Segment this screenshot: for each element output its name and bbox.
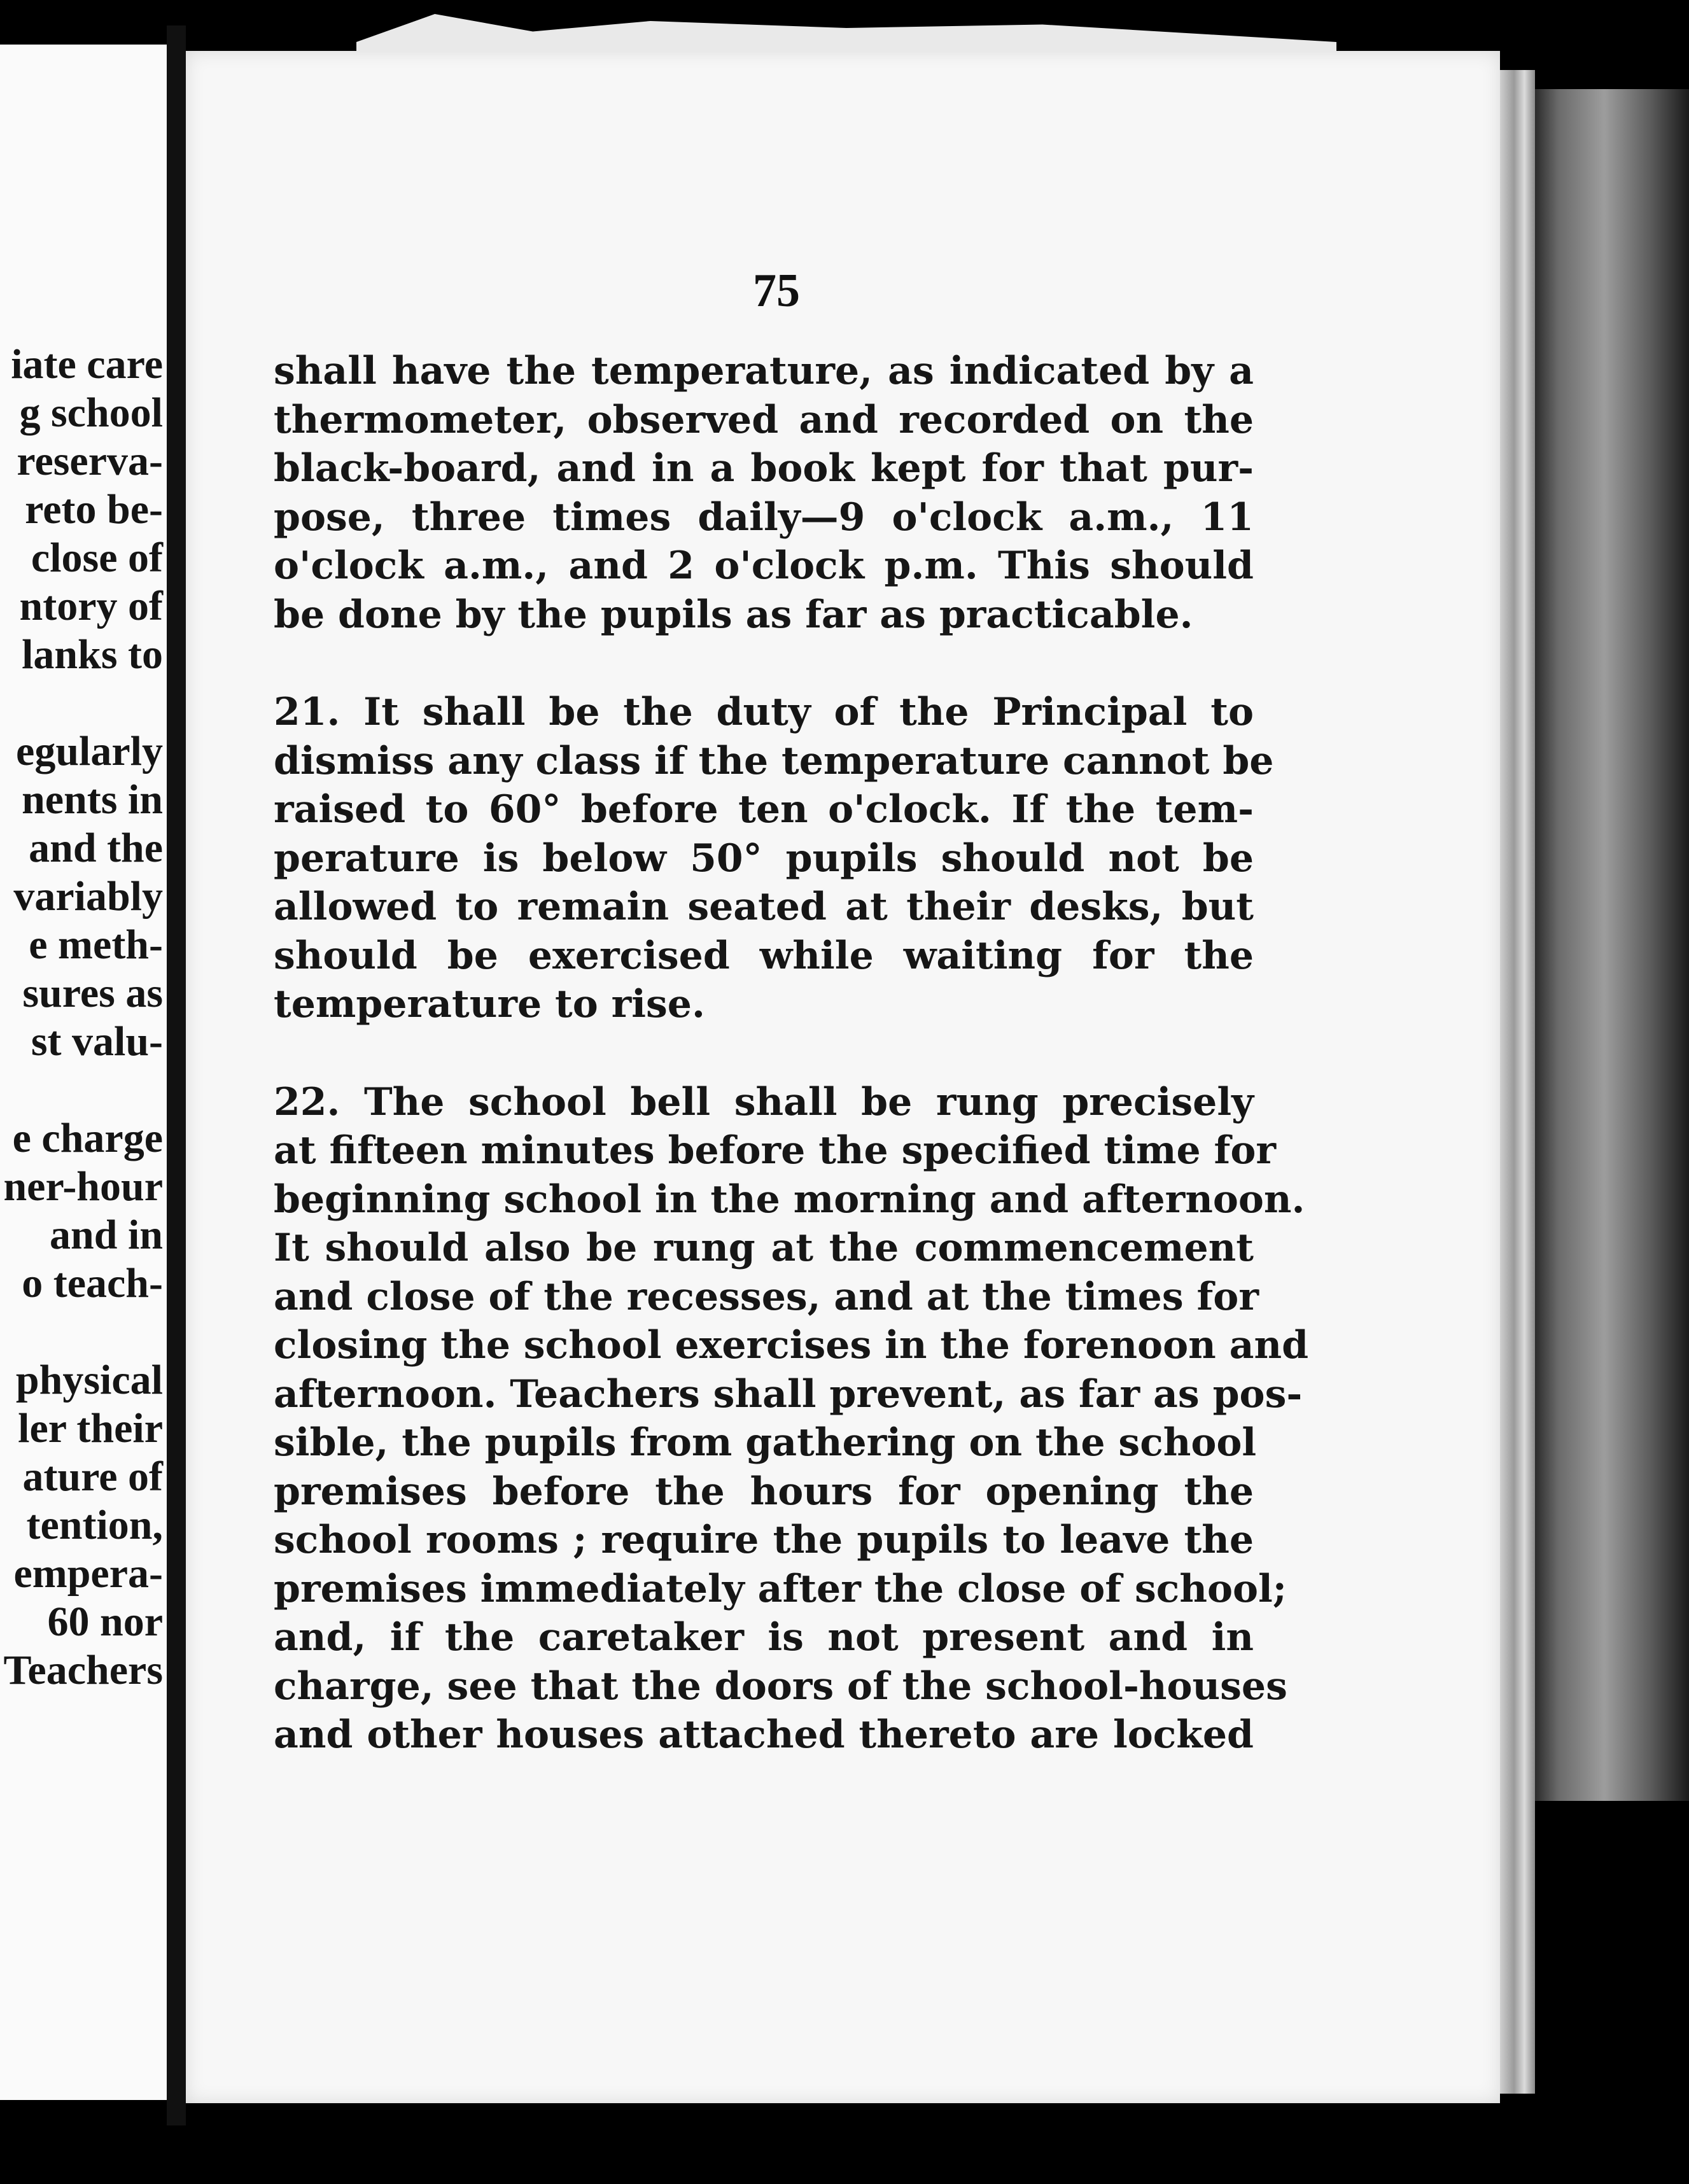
text-line: beginning school in the morning and afternoon. xyxy=(274,1177,1305,1222)
text-line: dismiss any class if the temperature cannot be xyxy=(274,738,1274,783)
text-line: charge, see that the doors of the school-houses xyxy=(274,1663,1287,1709)
text-line: and other houses attached thereto are locked xyxy=(274,1712,1254,1757)
left-page-line: Teachers xyxy=(3,1647,163,1693)
left-page-line: reto be- xyxy=(25,486,163,533)
text-line: raised to 60° before ten o'clock. If the tem- xyxy=(274,787,1254,832)
left-page-line: g school xyxy=(19,389,163,436)
page-edge xyxy=(1500,70,1535,2094)
left-page-line: ner-hour xyxy=(3,1163,163,1210)
text-line: shall have the temperature, as indicated by a xyxy=(274,349,1254,393)
left-page-line: e meth- xyxy=(29,921,163,968)
text-line: It should also be rung at the commencement xyxy=(274,1226,1254,1270)
left-page-line: and the xyxy=(29,825,163,871)
paragraph-21 xyxy=(274,688,1274,1029)
left-page-line: sures as xyxy=(22,970,163,1016)
text-line: and, if the caretaker is not present and in xyxy=(274,1615,1254,1660)
left-page-line: reserva- xyxy=(17,438,163,484)
text-line: be done by the pupils as far as practicable. xyxy=(274,592,1193,637)
text-line: school rooms ; require the pupils to leave the xyxy=(274,1518,1254,1562)
left-page-line: variably xyxy=(13,873,163,920)
text-line: pose, three times daily—9 o'clock a.m., 11 xyxy=(274,494,1254,540)
left-page-line: tention, xyxy=(26,1502,163,1548)
text-line: premises immediately after the close of school; xyxy=(274,1566,1287,1611)
left-page-line: ler their xyxy=(18,1405,163,1452)
left-page-line: iate care xyxy=(11,341,163,388)
book-fore-edge xyxy=(1535,89,1689,1801)
paragraph-22 xyxy=(274,1078,1309,1760)
text-line: black-board, and in a book kept for that pur- xyxy=(274,446,1254,491)
text-line: premises before the hours for opening the xyxy=(274,1469,1254,1514)
text-line: afternoon. Teachers shall prevent, as far as pos- xyxy=(274,1371,1303,1417)
text-line: closing the school exercises in the forenoon and xyxy=(274,1323,1309,1368)
text-line: 21. It shall be the duty of the Principal to xyxy=(274,690,1254,734)
left-page-line: and in xyxy=(50,1212,163,1258)
left-page-line: st valu- xyxy=(31,1018,163,1065)
text-line: allowed to remain seated at their desks, but xyxy=(274,885,1254,929)
left-page-fragment xyxy=(0,45,169,2100)
left-page-line: nents in xyxy=(22,776,163,823)
page-body xyxy=(274,347,1309,1760)
left-page-line: o teach- xyxy=(22,1260,163,1306)
page-number: 75 xyxy=(753,265,800,317)
left-page-line: 60 nor xyxy=(47,1599,163,1645)
left-page-text xyxy=(0,340,163,1695)
text-line: at fifteen minutes before the specified time for xyxy=(274,1128,1276,1173)
left-page-line: close of xyxy=(31,535,163,581)
text-line: and close of the recesses, and at the times for xyxy=(274,1274,1259,1319)
text-line: thermometer, observed and recorded on the xyxy=(274,397,1254,442)
left-page-line: ature of xyxy=(22,1453,163,1500)
text-line: sible, the pupils from gathering on the school xyxy=(274,1420,1257,1465)
text-line: o'clock a.m., and 2 o'clock p.m. This should xyxy=(274,543,1254,588)
left-page-line: lanks to xyxy=(22,631,163,678)
text-line: temperature to rise. xyxy=(274,982,705,1026)
paragraph-continued xyxy=(274,347,1254,639)
left-page-line: e charge xyxy=(12,1115,163,1161)
left-page-line: empera- xyxy=(13,1550,163,1597)
text-line: 22. The school bell shall be rung precisely xyxy=(274,1079,1254,1124)
book-gutter xyxy=(167,25,186,2125)
left-page-line: ntory of xyxy=(19,583,163,629)
left-page-line xyxy=(0,1308,163,1356)
left-page-line: egularly xyxy=(16,728,163,774)
left-page-line xyxy=(0,1066,163,1114)
left-page-line: physical xyxy=(15,1357,163,1403)
text-line: should be exercised while waiting for the xyxy=(274,933,1254,978)
left-page-line xyxy=(0,679,163,727)
text-line: perature is below 50° pupils should not be xyxy=(274,836,1254,881)
